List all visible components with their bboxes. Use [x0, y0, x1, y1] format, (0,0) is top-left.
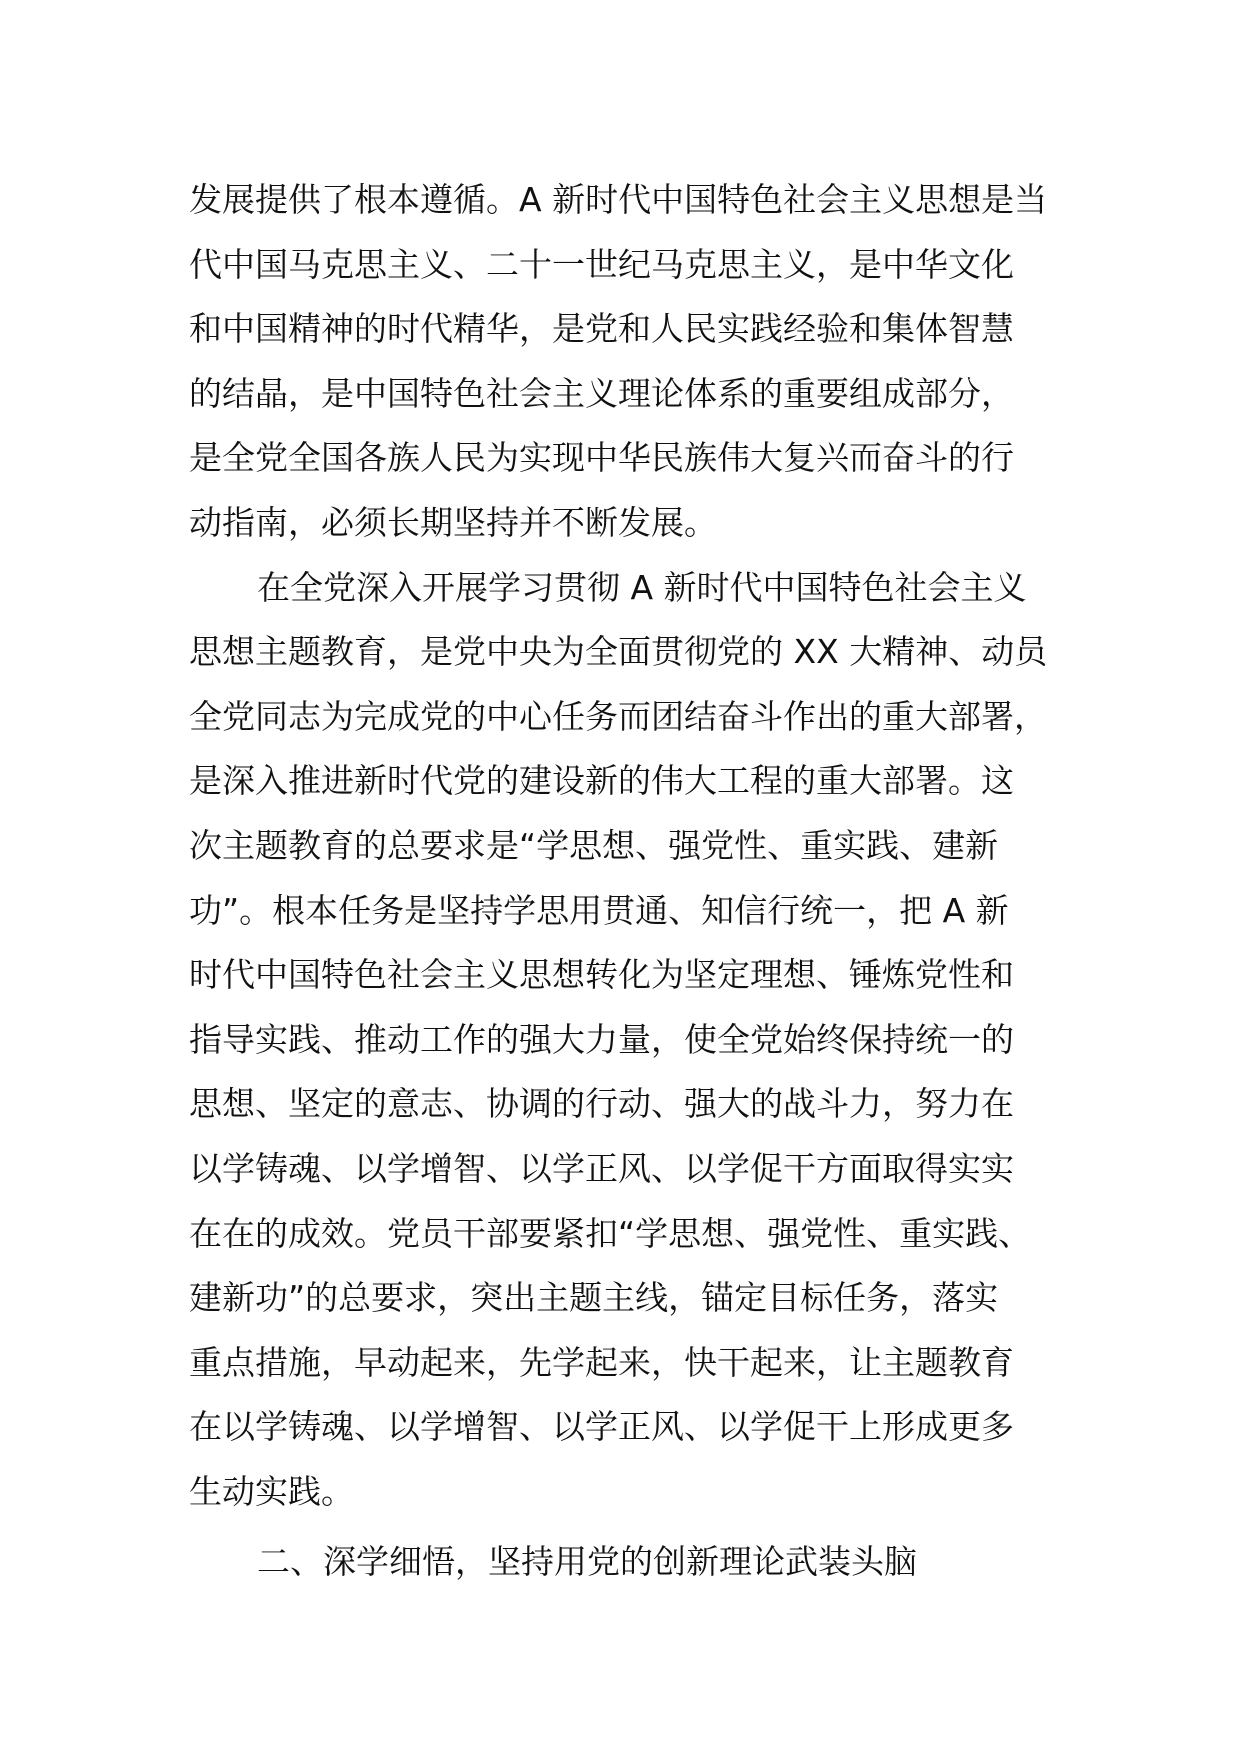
text-line: 是全党全国各族人民为实现中华民族伟大复兴而奋斗的行	[189, 438, 1014, 478]
text-line: 建新功”的总要求，突出主题主线，锚定目标任务，落实	[189, 1278, 999, 1318]
text-line: 生动实践。	[189, 1471, 354, 1511]
text-line: 全党同志为完成党的中心任务而团结奋斗作出的重大部署，	[189, 696, 1047, 736]
text-line: 以学铸魂、以学增智、以学正风、以学促干方面取得实实	[189, 1148, 1014, 1188]
text-line: 代中国马克思主义、二十一世纪马克思主义，是中华文化	[189, 244, 1014, 284]
text-line: 功”。根本任务是坚持学思用贯通、知信行统一，把 A 新	[189, 890, 1009, 930]
text-line: 和中国精神的时代精华，是党和人民实践经验和集体智慧	[189, 309, 1014, 349]
text-line: 重点措施，早动起来，先学起来，快干起来，让主题教育	[189, 1342, 1014, 1382]
text-line: 在以学铸魂、以学增智、以学正风、以学促干上形成更多	[189, 1407, 1014, 1447]
text-line: 在在的成效。党员干部要紧扣“学思想、强党性、重实践、	[189, 1213, 1032, 1253]
text-line: 次主题教育的总要求是“学思想、强党性、重实践、建新	[189, 825, 999, 865]
text-line: 的结晶，是中国特色社会主义理论体系的重要组成部分，	[189, 373, 1014, 413]
text-line: 在全党深入开展学习贯彻 A 新时代中国特色社会主义	[257, 567, 1027, 607]
text-line: 动指南，必须长期坚持并不断发展。	[189, 502, 717, 542]
document-body	[189, 168, 1059, 1595]
text-line: 思想、坚定的意志、协调的行动、强大的战斗力，努力在	[189, 1084, 1014, 1124]
section-heading: 二、深学细悟，坚持用党的创新理论武装头脑	[257, 1542, 917, 1582]
text-line: 思想主题教育，是党中央为全面贯彻党的 XX 大精神、动员	[189, 632, 1048, 672]
paragraph-continuation	[189, 168, 1059, 556]
text-line: 指导实践、推动工作的强大力量，使全党始终保持统一的	[189, 1019, 1014, 1059]
text-line: 是深入推进新时代党的建设新的伟大工程的重大部署。这	[189, 761, 1014, 801]
paragraph-theme-education	[189, 556, 1059, 1525]
text-line: 时代中国特色社会主义思想转化为坚定理想、锤炼党性和	[189, 955, 1014, 995]
text-line: 发展提供了根本遵循。A 新时代中国特色社会主义思想是当	[189, 180, 1048, 219]
